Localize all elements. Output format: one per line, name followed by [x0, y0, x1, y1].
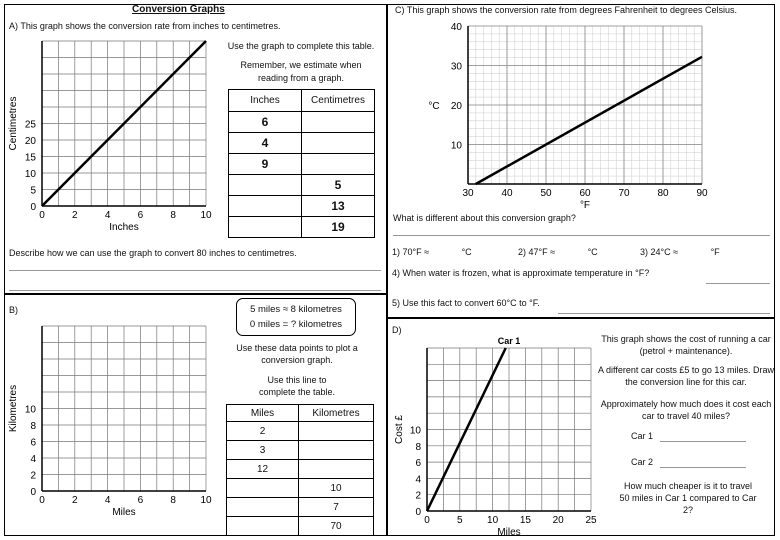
x-tick-label: 80 — [657, 188, 669, 199]
y-tick-label: 40 — [450, 22, 462, 33]
table-a-cell[interactable]: 19 — [302, 217, 375, 238]
section-a-heading-text: This graph shows the conversion rate from inches to centimetres. — [20, 21, 281, 31]
y-tick-label: 10 — [409, 425, 421, 437]
y-tick-label: 2 — [30, 470, 36, 482]
datapoint-1: 5 miles ≈ 8 kilometres — [250, 304, 342, 315]
y-tick-label: 10 — [450, 140, 462, 152]
table-b-cell[interactable]: 7 — [299, 498, 374, 517]
x-axis-label: Inches — [109, 222, 139, 233]
table-a-cell[interactable] — [302, 154, 375, 175]
x-tick-label: 70 — [618, 188, 630, 199]
section-d-car2-label: Car 2 — [631, 457, 654, 467]
section-d-car1-label: Car 1 — [631, 431, 654, 441]
x-tick-label: 10 — [200, 495, 212, 506]
y-tick-label: 0 — [30, 487, 36, 498]
table-a-cell[interactable] — [229, 175, 302, 196]
q3-unit: °F — [710, 247, 720, 257]
answer-line[interactable] — [706, 283, 770, 284]
section-a-heading — [9, 21, 280, 31]
table-a-cell[interactable]: 9 — [229, 154, 302, 175]
section-a-instruction: Use the graph to complete this table. — [227, 41, 375, 51]
series-line — [476, 57, 702, 184]
chart-b — [6, 318, 218, 518]
y-axis-label: Cost £ — [394, 415, 405, 444]
section-a-note: Remember, we estimate when reading from a graph. — [240, 60, 362, 83]
table-a-header-inches: Inches — [229, 90, 302, 112]
y-tick-label: 20 — [450, 101, 462, 112]
x-axis-label: °F — [579, 200, 591, 210]
x-tick-label: 0 — [39, 210, 45, 221]
table-a-cell[interactable]: 6 — [229, 112, 302, 133]
x-tick-label: 2 — [72, 495, 78, 506]
x-axis-label: Miles — [497, 527, 521, 538]
y-tick-label: 20 — [24, 136, 36, 147]
table-b — [226, 404, 374, 536]
x-tick-label: 2 — [72, 210, 78, 221]
answer-line[interactable] — [393, 235, 770, 236]
table-b-cell[interactable] — [227, 479, 299, 498]
x-tick-label: 5 — [457, 515, 463, 526]
section-c-q2 — [518, 247, 598, 257]
table-a-cell[interactable]: 5 — [302, 175, 375, 196]
q1-unit: °C — [461, 247, 472, 257]
answer-line[interactable] — [9, 270, 381, 271]
page-title: Conversion Graphs — [132, 4, 225, 15]
x-tick-label: 40 — [501, 188, 513, 199]
y-tick-label: 10 — [24, 169, 36, 180]
table-b-cell[interactable] — [299, 460, 374, 479]
y-axis-label: °C — [428, 101, 440, 112]
y-tick-label: 2 — [415, 490, 421, 502]
section-c-q3 — [640, 247, 720, 257]
table-a-cell[interactable] — [229, 217, 302, 238]
chart-title: Car 1 — [497, 336, 521, 346]
table-a-cell[interactable]: 13 — [302, 196, 375, 217]
x-tick-label: 10 — [487, 515, 499, 526]
section-b-instruction-1: Use these data points to plot a conversion graph. — [236, 343, 358, 365]
chart-c — [420, 18, 720, 210]
answer-line[interactable] — [660, 467, 746, 468]
section-d-task: A different car costs £5 to go 13 miles. Draw the conversion line for this car. — [598, 365, 774, 387]
x-tick-label: 60 — [579, 188, 591, 199]
y-tick-label: 8 — [30, 421, 36, 432]
table-a-cell[interactable] — [302, 133, 375, 154]
answer-line[interactable] — [9, 290, 381, 291]
chart-a — [6, 34, 218, 234]
y-tick-label: 0 — [415, 507, 421, 518]
chart-d — [392, 332, 602, 540]
q2-unit: °C — [587, 247, 598, 257]
y-tick-label: 4 — [30, 454, 36, 465]
y-axis-label: Kilometres — [8, 384, 19, 433]
x-tick-label: 6 — [137, 210, 144, 221]
y-axis-label: Centimetres — [8, 96, 19, 151]
table-b-cell[interactable]: 3 — [227, 441, 299, 460]
y-tick-label: 6 — [30, 437, 36, 449]
table-a — [228, 89, 375, 238]
x-tick-label: 0 — [424, 515, 430, 526]
table-b-cell[interactable] — [299, 422, 374, 441]
y-tick-label: 5 — [30, 185, 36, 197]
x-tick-label: 90 — [696, 188, 708, 199]
datapoint-2: 0 miles = ? kilometres — [249, 319, 343, 330]
datapoints-box — [236, 298, 356, 336]
y-tick-label: 0 — [30, 202, 36, 213]
section-d-question: Approximately how much does it cost each car to travel 40 miles? — [600, 399, 772, 421]
q3-text: 3) 24°C ≈ — [640, 247, 679, 257]
x-tick-label: 4 — [104, 495, 111, 506]
x-axis-label: Miles — [112, 507, 136, 518]
section-a-question: Describe how we can use the graph to convert 80 inches to centimetres. — [9, 248, 297, 258]
table-a-header-centimetres: Centimetres — [302, 90, 375, 112]
y-tick-label: 4 — [415, 474, 421, 486]
section-c-q1 — [392, 247, 472, 257]
section-d-final: How much cheaper is it to travel 50 miles in Car 1 compared to Car 2? — [619, 481, 757, 515]
section-c-heading — [395, 5, 737, 15]
y-tick-label: 25 — [24, 119, 36, 131]
table-b-cell[interactable]: 12 — [227, 460, 299, 479]
table-b-cell[interactable]: 2 — [227, 422, 299, 441]
x-tick-label: 15 — [519, 515, 531, 526]
table-b-cell[interactable] — [299, 441, 374, 460]
section-b-instruction-2: Use this line to complete the table. — [258, 375, 336, 397]
x-tick-label: 25 — [585, 515, 597, 526]
x-tick-label: 4 — [104, 210, 111, 221]
x-tick-label: 50 — [540, 188, 552, 199]
table-a-cell[interactable] — [302, 112, 375, 133]
q2-text: 2) 47°F ≈ — [518, 247, 556, 257]
table-a-cell[interactable]: 4 — [229, 133, 302, 154]
y-tick-label: 10 — [24, 404, 36, 416]
y-tick-label: 8 — [415, 441, 421, 453]
section-d-desc: This graph shows the cost of running a car (petrol + maintenance). — [601, 334, 771, 356]
table-b-cell[interactable] — [227, 517, 299, 536]
section-d-label: D) — [392, 325, 402, 335]
section-c-q5: 5) Use this fact to convert 60°C to °F. — [392, 298, 540, 308]
q1-text: 1) 70°F ≈ — [392, 247, 430, 257]
answer-line[interactable] — [558, 313, 770, 314]
answer-line[interactable] — [660, 441, 746, 442]
x-tick-label: 6 — [137, 495, 144, 506]
y-tick-label: 30 — [450, 61, 462, 73]
x-tick-label: 0 — [39, 495, 45, 506]
section-c-label: C) — [395, 5, 405, 15]
y-tick-label: 6 — [415, 458, 421, 470]
table-b-cell[interactable]: 70 — [299, 517, 374, 536]
table-a-cell[interactable] — [229, 196, 302, 217]
table-b-cell[interactable] — [227, 498, 299, 517]
section-c-q4: 4) When water is frozen, what is approximate temperature in °F? — [392, 268, 650, 278]
section-c-heading-text: This graph shows the conversion rate from degrees Fahrenheit to degrees Celsius. — [406, 5, 738, 15]
table-b-header-miles: Miles — [227, 405, 299, 422]
x-tick-label: 8 — [170, 210, 176, 221]
section-b-label: B) — [9, 305, 18, 315]
x-tick-label: 20 — [552, 515, 564, 526]
section-c-question-diff: What is different about this conversion graph? — [393, 213, 576, 223]
table-b-cell[interactable]: 10 — [299, 479, 374, 498]
x-tick-label: 10 — [200, 210, 212, 221]
x-tick-label: 8 — [170, 495, 176, 506]
y-tick-label: 15 — [24, 152, 36, 164]
section-a-label: A) — [9, 21, 18, 31]
table-b-header-kilometres: Kilometres — [299, 405, 374, 422]
x-tick-label: 30 — [462, 188, 474, 199]
